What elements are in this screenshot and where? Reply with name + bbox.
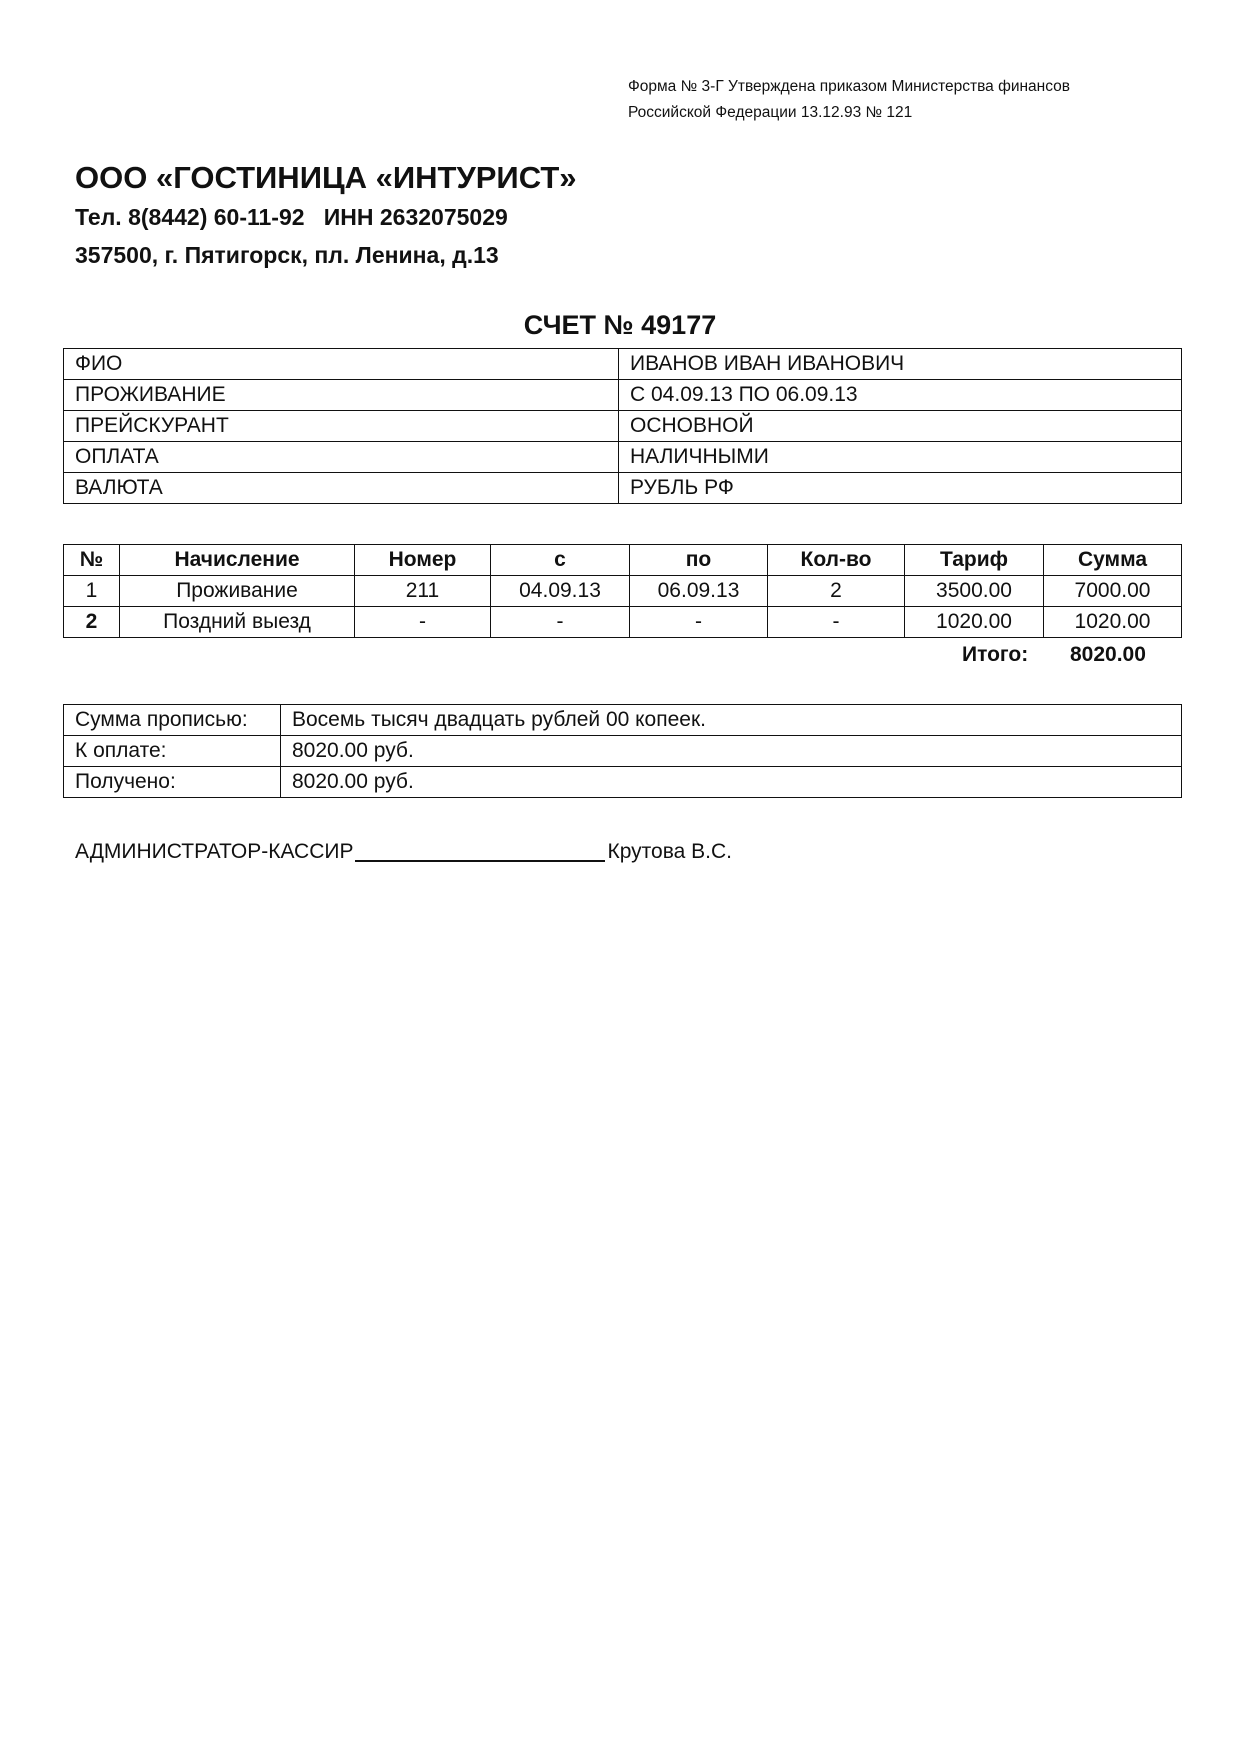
table-cell: 1 bbox=[64, 576, 120, 607]
column-header: Номер bbox=[355, 545, 491, 576]
form-note-line-2: Российской Федерации 13.12.93 № 121 bbox=[628, 104, 913, 121]
table-row bbox=[64, 349, 1182, 380]
info-label: ФИО bbox=[64, 349, 619, 380]
table-row bbox=[64, 442, 1182, 473]
company-header bbox=[75, 158, 577, 274]
table-cell: 06.09.13 bbox=[630, 576, 768, 607]
table-cell: 3500.00 bbox=[905, 576, 1044, 607]
payment-label: Сумма прописью: bbox=[64, 705, 281, 736]
column-header: Начисление bbox=[120, 545, 355, 576]
signature-role: АДМИНИСТРАТОР-КАССИР bbox=[75, 840, 354, 863]
table-row bbox=[64, 411, 1182, 442]
table-cell: 1020.00 bbox=[1044, 607, 1182, 638]
table-row bbox=[64, 736, 1182, 767]
column-header: с bbox=[491, 545, 630, 576]
table-row bbox=[64, 705, 1182, 736]
info-label: ПРОЖИВАНИЕ bbox=[64, 380, 619, 411]
column-header: по bbox=[630, 545, 768, 576]
form-approval-note bbox=[628, 74, 1070, 126]
info-value: ИВАНОВ ИВАН ИВАНОВИЧ bbox=[619, 349, 1182, 380]
info-value: РУБЛЬ РФ bbox=[619, 473, 1182, 504]
charges-table bbox=[63, 544, 1182, 638]
payment-label: Получено: bbox=[64, 767, 281, 798]
company-contacts: Тел. 8(8442) 60-11-92 ИНН 2632075029 bbox=[75, 204, 508, 230]
payment-table bbox=[63, 704, 1182, 798]
table-cell: 2 bbox=[768, 576, 905, 607]
table-cell: - bbox=[491, 607, 630, 638]
payment-value: 8020.00 руб. bbox=[281, 767, 1182, 798]
signature-name: Крутова В.С. bbox=[607, 840, 732, 863]
column-header: Тариф bbox=[905, 545, 1044, 576]
table-cell: 1020.00 bbox=[905, 607, 1044, 638]
info-label: ОПЛАТА bbox=[64, 442, 619, 473]
info-value: С 04.09.13 ПО 06.09.13 bbox=[619, 380, 1182, 411]
column-header: Кол-во bbox=[768, 545, 905, 576]
info-label: ВАЛЮТА bbox=[64, 473, 619, 504]
info-value: ОСНОВНОЙ bbox=[619, 411, 1182, 442]
table-row bbox=[64, 473, 1182, 504]
table-header-row bbox=[64, 545, 1182, 576]
total-value: 8020.00 bbox=[1070, 643, 1146, 666]
company-name: ООО «ГОСТИНИЦА «ИНТУРИСТ» bbox=[75, 160, 577, 195]
form-note-line-1: Форма № 3-Г Утверждена приказом Министерства финансов bbox=[628, 78, 1071, 95]
company-address: 357500, г. Пятигорск, пл. Ленина, д.13 bbox=[75, 242, 499, 268]
table-cell: Проживание bbox=[120, 576, 355, 607]
signature-block bbox=[75, 838, 732, 864]
table-row bbox=[64, 607, 1182, 638]
total-label: Итого: bbox=[962, 643, 1029, 666]
table-row bbox=[64, 380, 1182, 411]
payment-value: Восемь тысяч двадцать рублей 00 копеек. bbox=[281, 705, 1182, 736]
info-label: ПРЕЙСКУРАНТ bbox=[64, 411, 619, 442]
invoice-title: СЧЕТ № 49177 bbox=[523, 310, 717, 340]
column-header: № bbox=[64, 545, 120, 576]
table-cell: - bbox=[630, 607, 768, 638]
signature-line bbox=[355, 838, 605, 862]
table-cell: Поздний выезд bbox=[120, 607, 355, 638]
table-cell: 7000.00 bbox=[1044, 576, 1182, 607]
table-cell: - bbox=[355, 607, 491, 638]
guest-info-table bbox=[63, 348, 1182, 504]
table-row bbox=[64, 576, 1182, 607]
table-cell: 211 bbox=[355, 576, 491, 607]
payment-value: 8020.00 руб. bbox=[281, 736, 1182, 767]
table-cell: 04.09.13 bbox=[491, 576, 630, 607]
table-cell: - bbox=[768, 607, 905, 638]
payment-label: К оплате: bbox=[64, 736, 281, 767]
table-row bbox=[64, 767, 1182, 798]
column-header: Сумма bbox=[1044, 545, 1182, 576]
table-cell: 2 bbox=[64, 607, 120, 638]
info-value: НАЛИЧНЫМИ bbox=[619, 442, 1182, 473]
